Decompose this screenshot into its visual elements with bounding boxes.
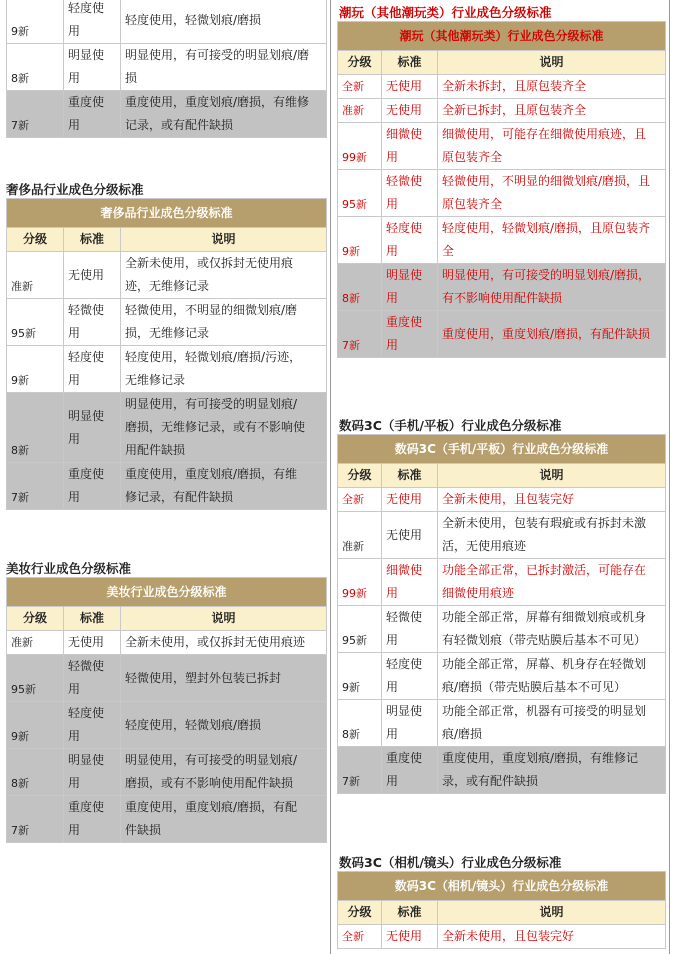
description-cell: 全新未使用，或仅拆封无使用痕迹 (121, 631, 327, 655)
description-cell: 全新已拆封，且原包装齐全 (438, 99, 666, 123)
table-caption: 美妆行业成色分级标准 (7, 578, 327, 607)
standard-cell: 无使用 (382, 925, 438, 949)
header-grade: 分级 (7, 228, 64, 252)
standard-cell: 轻微使 用 (382, 606, 438, 653)
table-row (338, 925, 666, 949)
table-row (338, 606, 666, 653)
phone-grade-table (337, 434, 666, 794)
standard-cell: 重度使 用 (64, 91, 121, 138)
standard-cell: 轻度使 用 (382, 653, 438, 700)
grade-cell: 全新 (338, 75, 382, 99)
description-cell: 细微使用，可能存在细微使用痕迹，且 原包装齐全 (438, 123, 666, 170)
header-standard: 标准 (382, 901, 438, 925)
standard-cell: 重度使 用 (64, 463, 121, 510)
description-cell: 轻度使用，轻微划痕/磨损 (121, 702, 327, 749)
table-row (338, 99, 666, 123)
standard-cell: 明显使 用 (64, 749, 121, 796)
table-row (338, 747, 666, 794)
grade-cell: 8新 (7, 749, 64, 796)
header-standard: 标准 (64, 607, 121, 631)
left-column (0, 0, 333, 954)
beauty-section-title: 美妆行业成色分级标准 (6, 561, 132, 576)
table-header-row (7, 228, 327, 252)
header-description: 说明 (438, 901, 666, 925)
standard-cell: 轻微使 用 (64, 299, 121, 346)
header-grade: 分级 (7, 607, 64, 631)
grade-cell: 8新 (338, 264, 382, 311)
grade-cell: 9新 (7, 702, 64, 749)
standard-cell: 无使用 (382, 75, 438, 99)
table-header-row (338, 901, 666, 925)
grade-cell: 8新 (7, 393, 64, 463)
header-grade: 分级 (338, 51, 382, 75)
table-caption: 数码3C（手机/平板）行业成色分级标准 (338, 435, 666, 464)
standard-cell: 细微使 用 (382, 123, 438, 170)
grade-cell: 7新 (7, 796, 64, 843)
toys-section-title: 潮玩（其他潮玩类）行业成色分级标准 (339, 5, 552, 20)
table-row (7, 346, 327, 393)
standard-cell: 无使用 (64, 252, 121, 299)
standard-cell: 轻度使 用 (64, 346, 121, 393)
table-row (338, 75, 666, 99)
phone-section-title: 数码3C（手机/平板）行业成色分级标准 (339, 418, 562, 433)
standard-cell: 明显使 用 (382, 264, 438, 311)
grade-cell: 9新 (338, 217, 382, 264)
toys-grade-table (337, 21, 666, 358)
description-cell: 全新未拆封，且原包装齐全 (438, 75, 666, 99)
beauty-grade-table (6, 577, 327, 843)
description-cell: 轻微使用，不明显的细微划痕/磨 损，无维修记录 (121, 299, 327, 346)
table-row (338, 559, 666, 606)
table-row (7, 252, 327, 299)
standard-cell: 重度使 用 (382, 311, 438, 358)
standard-cell: 轻微使 用 (64, 655, 121, 702)
description-cell: 轻微使用，塑封外包装已拆封 (121, 655, 327, 702)
standard-cell: 明显使 用 (382, 700, 438, 747)
description-cell: 全新未使用，包装有瑕疵或有拆封未激 活，无使用痕迹 (438, 512, 666, 559)
header-grade: 分级 (338, 464, 382, 488)
description-cell: 轻度使用，轻微划痕/磨损，且原包装齐 全 (438, 217, 666, 264)
standard-cell: 轻度使 用 (64, 0, 121, 44)
grade-cell: 99新 (338, 123, 382, 170)
table-row (7, 393, 327, 463)
header-standard: 标准 (382, 464, 438, 488)
grade-cell: 全新 (338, 488, 382, 512)
description-cell: 轻度使用，轻微划痕/磨损/污迹， 无维修记录 (121, 346, 327, 393)
header-description: 说明 (121, 607, 327, 631)
grade-cell: 7新 (338, 311, 382, 358)
description-cell: 功能全部正常，屏幕、机身存在轻微划 痕/磨损（带壳贴膜后基本不可见） (438, 653, 666, 700)
grade-cell: 准新 (7, 631, 64, 655)
table-row (7, 91, 327, 138)
table-caption: 数码3C（相机/镜头）行业成色分级标准 (338, 872, 666, 901)
description-cell: 明显使用，有可接受的明显划痕/ 磨损，或有不影响使用配件缺损 (121, 749, 327, 796)
standard-cell: 无使用 (64, 631, 121, 655)
standard-cell: 重度使 用 (64, 796, 121, 843)
standard-cell: 细微使 用 (382, 559, 438, 606)
description-cell: 重度使用，重度划痕/磨损，有维 修记录，有配件缺损 (121, 463, 327, 510)
camera-section-title: 数码3C（相机/镜头）行业成色分级标准 (339, 855, 562, 870)
table-row (7, 796, 327, 843)
description-cell: 重度使用，重度划痕/磨损，有维修记 录，或有配件缺损 (438, 747, 666, 794)
grade-cell: 95新 (338, 170, 382, 217)
standard-cell: 重度使 用 (382, 747, 438, 794)
camera-grade-table (337, 871, 666, 949)
right-column (333, 0, 674, 954)
description-cell: 轻微使用，不明显的细微划痕/磨损，且 原包装齐全 (438, 170, 666, 217)
standard-cell: 轻微使 用 (382, 170, 438, 217)
table-row (338, 311, 666, 358)
description-cell: 轻度使用，轻微划痕/磨损 (121, 0, 327, 44)
grade-cell: 7新 (7, 463, 64, 510)
table-row (338, 700, 666, 747)
description-cell: 重度使用，重度划痕/磨损，有配件缺损 (438, 311, 666, 358)
grade-cell: 9新 (338, 653, 382, 700)
description-cell: 功能全部正常，已拆封激活，可能存在 细微使用痕迹 (438, 559, 666, 606)
standard-cell: 无使用 (382, 99, 438, 123)
grade-cell: 全新 (338, 925, 382, 949)
header-grade: 分级 (338, 901, 382, 925)
description-cell: 明显使用，有可接受的明显划痕/ 磨损，无维修记录，或有不影响使 用配件缺损 (121, 393, 327, 463)
table-row (338, 123, 666, 170)
header-standard: 标准 (382, 51, 438, 75)
table-header-row (7, 607, 327, 631)
description-cell: 全新未使用，且包装完好 (438, 488, 666, 512)
header-description: 说明 (121, 228, 327, 252)
table-header-row (338, 51, 666, 75)
table-row (338, 488, 666, 512)
standard-cell: 无使用 (382, 512, 438, 559)
table-row (338, 264, 666, 311)
header-description: 说明 (438, 464, 666, 488)
grade-cell: 8新 (338, 700, 382, 747)
table-row (338, 512, 666, 559)
grade-cell: 准新 (7, 252, 64, 299)
description-cell: 全新未使用，或仅拆封无使用痕 迹，无维修记录 (121, 252, 327, 299)
description-cell: 重度使用，重度划痕/磨损，有配 件缺损 (121, 796, 327, 843)
grade-cell: 7新 (7, 91, 64, 138)
luxury-continued-table (6, 0, 327, 138)
column-divider (330, 0, 331, 954)
table-row (7, 749, 327, 796)
grade-cell: 准新 (338, 99, 382, 123)
description-cell: 功能全部正常，机器有可接受的明显划 痕/磨损 (438, 700, 666, 747)
grade-cell: 9新 (7, 0, 64, 44)
table-row (338, 170, 666, 217)
description-cell: 全新未使用，且包装完好 (438, 925, 666, 949)
grade-cell: 95新 (338, 606, 382, 653)
table-row (7, 44, 327, 91)
header-standard: 标准 (64, 228, 121, 252)
standard-cell: 轻度使 用 (382, 217, 438, 264)
table-row (7, 655, 327, 702)
table-caption: 潮玩（其他潮玩类）行业成色分级标准 (338, 22, 666, 51)
table-row (338, 653, 666, 700)
grade-cell: 7新 (338, 747, 382, 794)
table-row (338, 217, 666, 264)
table-row (7, 0, 327, 44)
standard-cell: 明显使 用 (64, 44, 121, 91)
luxury-grade-table (6, 198, 327, 510)
description-cell: 明显使用，有可接受的明显划痕/磨 损 (121, 44, 327, 91)
standard-cell: 明显使 用 (64, 393, 121, 463)
description-cell: 明显使用，有可接受的明显划痕/磨损， 有不影响使用配件缺损 (438, 264, 666, 311)
table-row (7, 299, 327, 346)
table-header-row (338, 464, 666, 488)
description-cell: 重度使用，重度划痕/磨损，有维修 记录，或有配件缺损 (121, 91, 327, 138)
standard-cell: 无使用 (382, 488, 438, 512)
table-caption: 奢侈品行业成色分级标准 (7, 199, 327, 228)
grade-cell: 9新 (7, 346, 64, 393)
grade-cell: 99新 (338, 559, 382, 606)
table-row (7, 702, 327, 749)
table-row (7, 463, 327, 510)
description-cell: 功能全部正常，屏幕有细微划痕或机身 有轻微划痕（带壳贴膜后基本不可见） (438, 606, 666, 653)
grade-cell: 95新 (7, 299, 64, 346)
grade-cell: 8新 (7, 44, 64, 91)
table-row (7, 631, 327, 655)
header-description: 说明 (438, 51, 666, 75)
luxury-section-title: 奢侈品行业成色分级标准 (6, 182, 144, 197)
grade-cell: 95新 (7, 655, 64, 702)
standard-cell: 轻度使 用 (64, 702, 121, 749)
grade-cell: 准新 (338, 512, 382, 559)
